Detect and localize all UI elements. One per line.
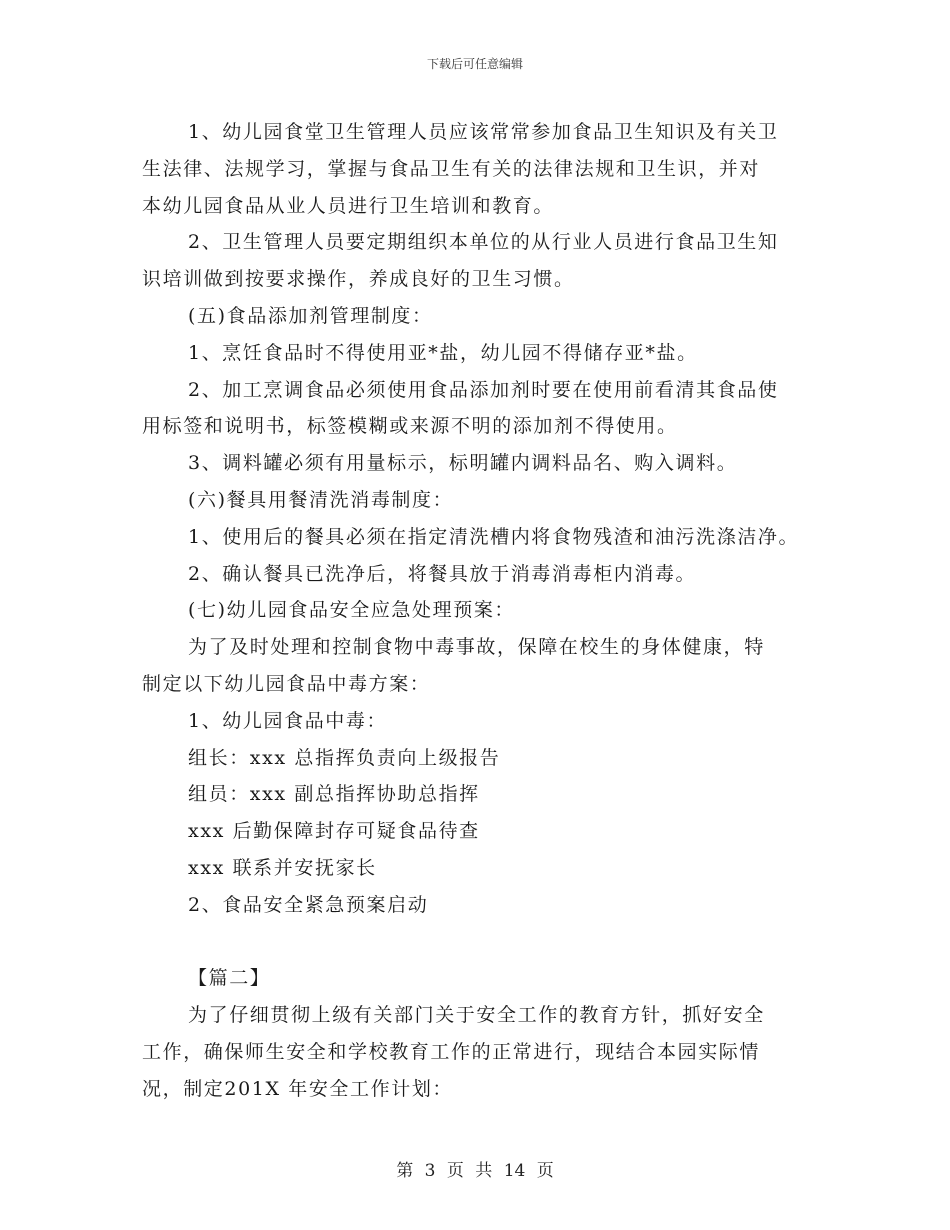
paragraph-line: 3、调料罐必须有用量标示，标明罐内调料品名、购入调料。 — [188, 452, 738, 475]
section-heading: (六)餐具用餐清洗消毒制度： — [188, 488, 454, 511]
paragraph-line: 2、卫生管理人员要定期组织本单位的从行业人员进行食品卫生知 — [188, 231, 779, 254]
paragraph-line: 识培训做到按要求操作，养成良好的卫生习惯。 — [142, 268, 575, 291]
paragraph-line: 制定以下幼儿园食品中毒方案： — [142, 672, 431, 695]
paragraph-line: 2、食品安全紧急预案启动 — [188, 893, 429, 916]
paragraph-line: 1、烹饪食品时不得使用亚*盐，幼儿园不得储存亚*盐。 — [188, 341, 698, 364]
section-heading: (五)食品添加剂管理制度： — [188, 304, 433, 327]
paragraph-line: 用标签和说明书，标签模糊或来源不明的添加剂不得使用。 — [142, 415, 678, 438]
paragraph-line: 1、幼儿园食堂卫生管理人员应该常常参加食品卫生知识及有关卫 — [188, 121, 779, 143]
page-header: 下载后可任意编辑 — [426, 57, 523, 71]
document-body — [142, 114, 822, 1108]
page-number-footer: 第 3 页 共 14 页 — [396, 1161, 554, 1181]
paragraph-line: xxx 联系并安抚家长 — [188, 856, 377, 879]
paragraph-line: xxx 后勤保障封存可疑食品待查 — [188, 820, 480, 843]
paragraph-line: 为了及时处理和控制食物中毒事故，保障在校生的身体健康，特 — [188, 636, 765, 659]
paragraph-line: 2、加工烹调食品必须使用食品添加剂时要在使用前看清其食品使 — [188, 378, 779, 401]
paragraph-line: 1、幼儿园食品中毒： — [188, 709, 388, 732]
paragraph-line: 1、使用后的餐具必须在指定清洗槽内将食物残渣和油污洗涤洁净。 — [188, 525, 800, 548]
section-title: 【篇二】 — [188, 967, 271, 990]
paragraph-line: 工作，确保师生安全和学校教育工作的正常进行，现结合本园实际情 — [142, 1040, 761, 1063]
paragraph-line: 为了仔细贯彻上级有关部门关于安全工作的教育方针，抓好安全 — [188, 1004, 765, 1027]
section-heading: (七)幼儿园食品安全应急处理预案： — [188, 599, 516, 622]
paragraph-line: 2、确认餐具已洗净后，将餐具放于消毒消毒柜内消毒。 — [188, 562, 697, 585]
paragraph-line: 况，制定201X 年安全工作计划： — [142, 1077, 454, 1100]
paragraph-line: 组长：xxx 总指挥负责向上级报告 — [188, 746, 501, 769]
paragraph-line: 组员：xxx 副总指挥协助总指挥 — [188, 783, 480, 806]
paragraph-line: 生法律、法规学习，掌握与食品卫生有关的法律法规和卫生识，并对 — [142, 157, 761, 180]
paragraph-line: 本幼儿园食品从业人员进行卫生培训和教育。 — [142, 194, 555, 217]
blank-line — [142, 924, 822, 961]
